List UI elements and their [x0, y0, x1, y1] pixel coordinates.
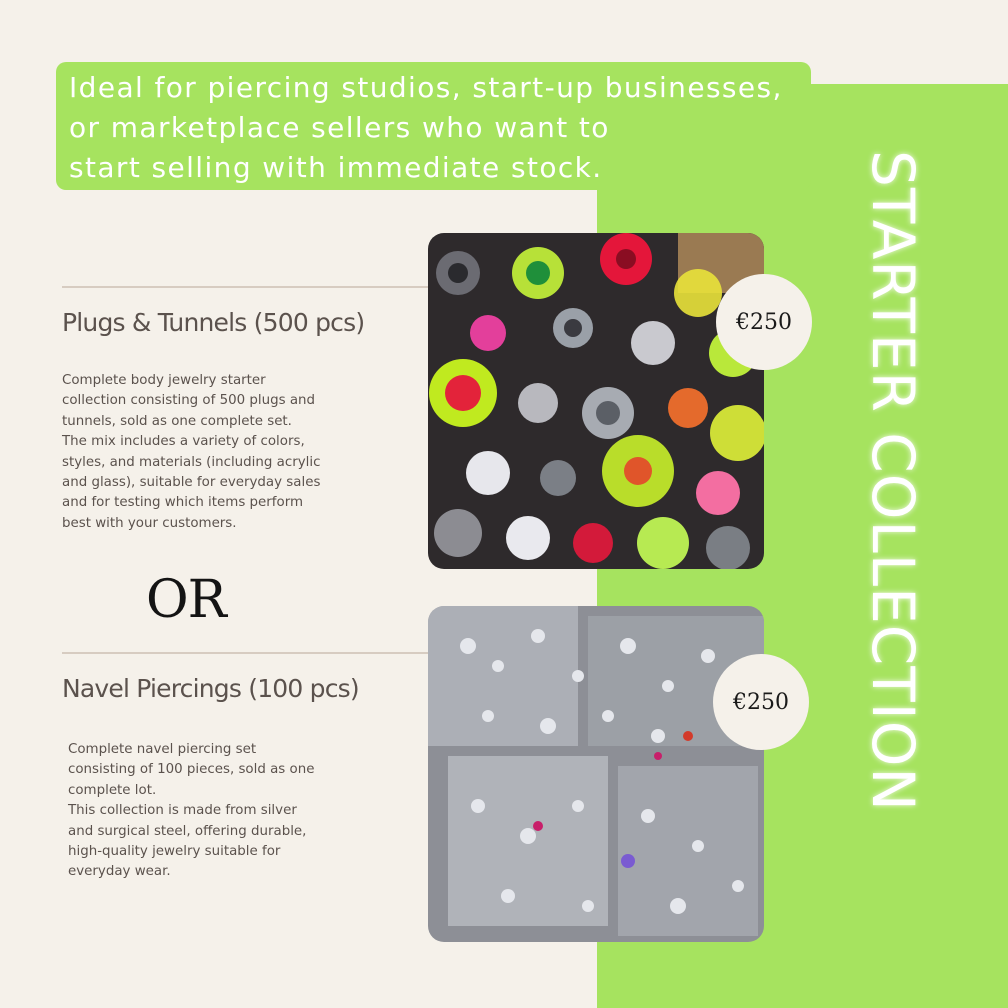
intro-line-3: start selling with immediate stock. — [69, 151, 603, 184]
product-title-navel: Navel Piercings (100 pcs) — [62, 674, 359, 703]
product-title-plugs: Plugs & Tunnels (500 pcs) — [62, 308, 365, 337]
product-photo-plugs — [428, 233, 764, 569]
price-label-plugs: €250 — [736, 309, 792, 335]
intro-line-1: Ideal for piercing studios, start-up businesses, — [69, 71, 783, 104]
or-separator: OR — [146, 570, 226, 630]
product-description-navel: Complete navel piercing set consisting of 100 pieces, sold as one complete lot. This collection is made from silver and surgical steel, offering durable, high-quality jewelry suitable for everyday wear. — [68, 742, 315, 880]
price-badge-plugs — [716, 274, 812, 370]
product-photo-navel — [428, 606, 764, 942]
intro-line-2: or marketplace sellers who want to — [69, 111, 610, 144]
divider-line — [62, 652, 430, 654]
vertical-title-wrap — [859, 150, 927, 930]
vertical-title: STARTER COLLECTION — [859, 150, 927, 812]
product-description-plugs: Complete body jewelry starter collection consisting of 500 plugs and tunnels, sold as one complete set. The mix includes a variety of colors, styles, and materials (including acrylic and glass), suitable for everyday sales and for testing which items perform best with your customers. — [62, 373, 321, 531]
price-label-navel: €250 — [733, 689, 789, 715]
price-badge-navel — [713, 654, 809, 750]
intro-banner — [56, 62, 811, 190]
divider-line — [62, 286, 430, 288]
